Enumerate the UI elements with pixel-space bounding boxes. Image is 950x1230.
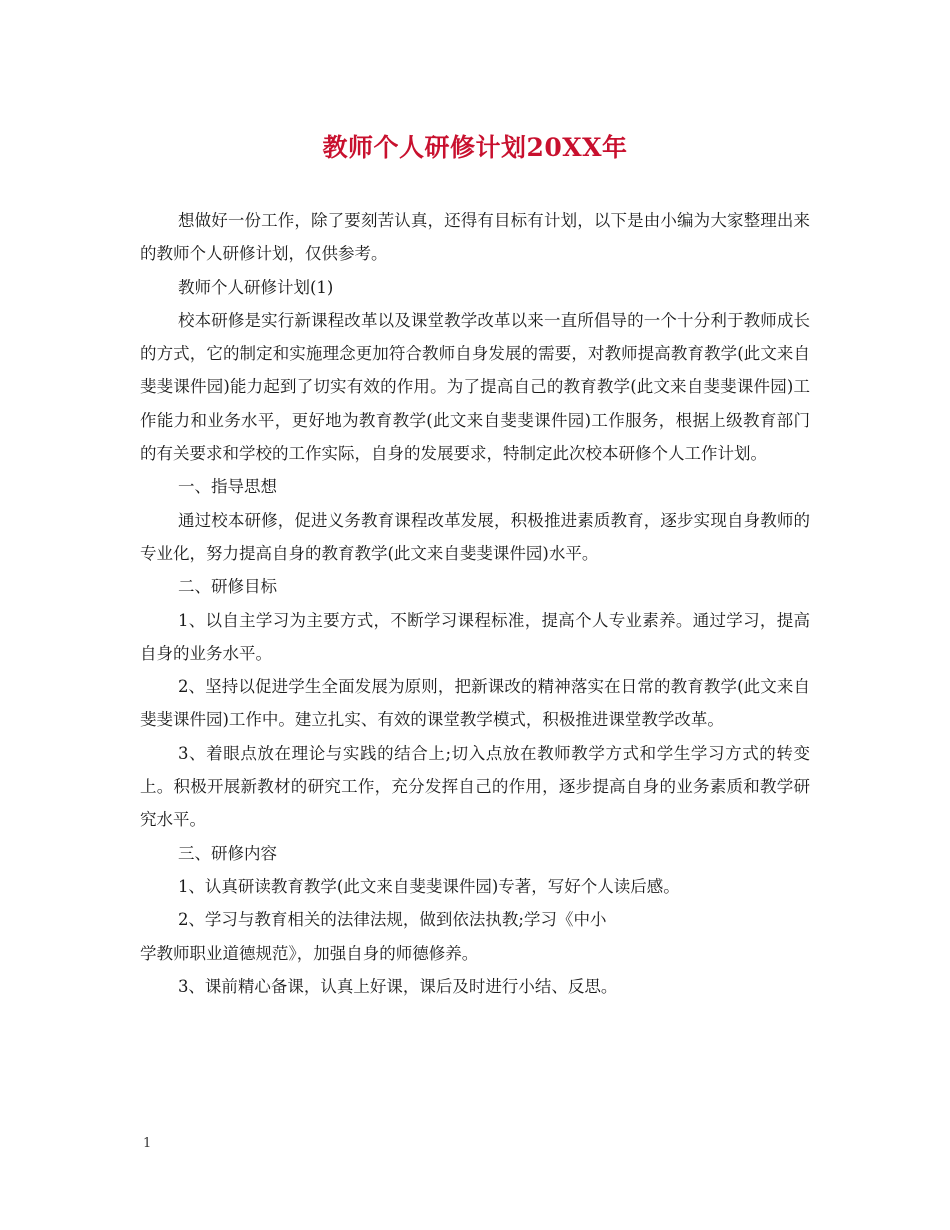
goal-item: 2、坚持以促进学生全面发展为原则，把新课改的精神落实在日常的教育教学(此文来自斐斐课件园)工作中。建立扎实、有效的课堂教学模式，积极推进课堂教学改革。 [140,677,810,730]
document-title: 教师个人研修计划20XX年 [322,133,628,162]
section-heading-guiding-thought: 一、指导思想 [177,477,277,497]
content-item: 2、学习与教育相关的法律法规，做到依法执教;学习《中小 [177,910,607,930]
content-item: 1、认真研读教育教学(此文来自斐斐课件园)专著，写好个人读后感。 [177,876,680,896]
body-paragraph: 校本研修是实行新课程改革以及课堂教学改革以来一直所倡导的一个十分利于教师成长的方式，它的制定和实施理念更加符合教师自身发展的需要，对教师提高教育教学(此文来自斐斐课件园)能力起到了切实有效的作用。为了提高自己的教育教学(此文来自斐斐课件园)工作能力和业务水平，更好地为教育教学(此文来自斐斐课件园)工作服务，根据上级教育部门的有关要求和学校的工作实际，自身的发展要求，特制定此次校本研修个人工作计划。 [140,310,810,464]
section-heading-goals: 二、研修目标 [177,577,277,597]
section-heading-content: 三、研修内容 [177,843,277,863]
goal-item: 1、以自主学习为主要方式，不断学习课程标准，提高个人专业素养。通过学习，提高自身的业务水平。 [140,610,810,663]
intro-paragraph: 想做好一份工作，除了要刻苦认真，还得有目标有计划，以下是由小编为大家整理出来的教师个人研修计划，仅供参考。 [140,211,810,264]
plan-heading: 教师个人研修计划(1) [177,277,334,297]
document-body [140,204,810,1003]
goal-item: 3、着眼点放在理论与实践的结合上;切入点放在教师教学方式和学生学习方式的转变上。积极开展新教材的研究工作，充分发挥自己的作用，逐步提高自身的业务素质和教学研究水平。 [140,743,810,830]
page-number: 1 [143,1136,152,1151]
body-paragraph: 通过校本研修，促进义务教育课程改革发展，积极推进素质教育，逐步实现自身教师的专业化，努力提高自身的教育教学(此文来自斐斐课件园)水平。 [140,510,810,563]
content-item-continuation: 学教师职业道德规范》，加强自身的师德修养。 [140,943,479,963]
content-item: 3、课前精心备课，认真上好课，课后及时进行小结、反思。 [177,976,618,996]
